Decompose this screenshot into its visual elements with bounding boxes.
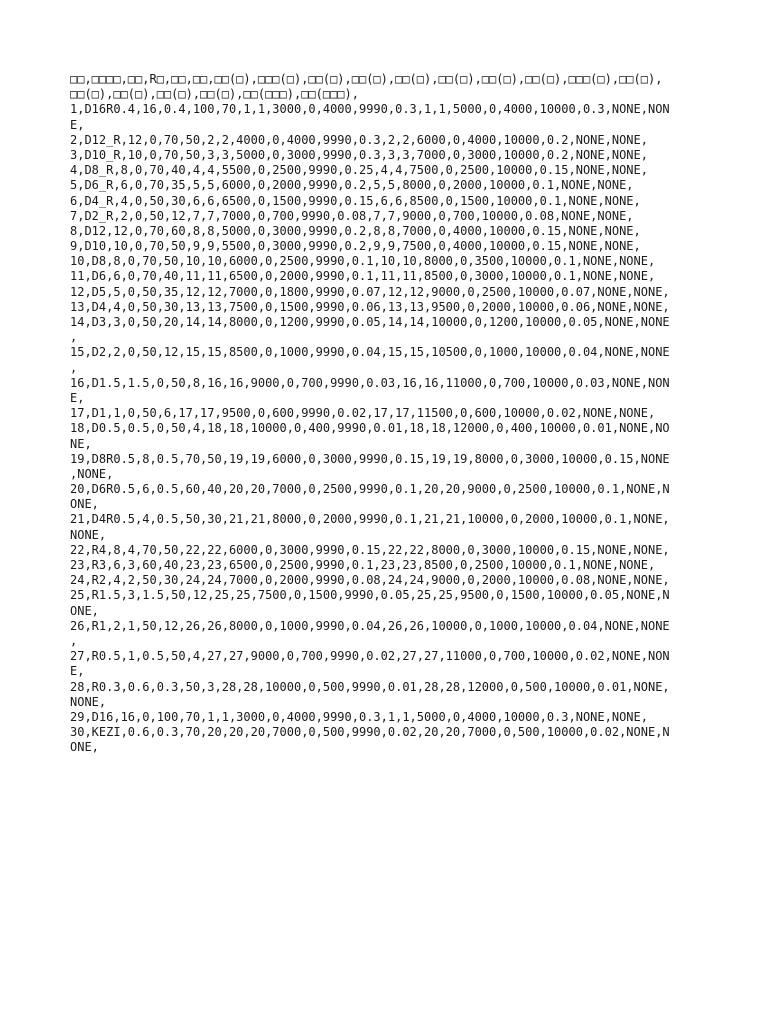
text-line: 12,D5,5,0,50,35,12,12,7000,0,1800,9990,0.07,12,12,9000,0,2500,10000,0.07,NONE,NONE, (70, 284, 670, 299)
text-line: 9,D10,10,0,70,50,9,9,5500,0,3000,9990,0.2,9,9,7500,0,4000,10000,0.15,NONE,NONE, (70, 239, 641, 254)
text-line: 23,R3,6,3,60,40,23,23,6500,0,2500,9990,0.1,23,23,8500,0,2500,10000,0.1,NONE,NONE, (70, 558, 656, 572)
text-line: 22,R4,8,4,70,50,22,22,6000,0,3000,9990,0.15,22,22,8000,0,3000,10000,0.15,NONE,NONE, (70, 542, 670, 557)
text-line: 27,R0.5,1,0.5,50,4,27,27,9000,0,700,9990,0.02,27,27,11000,0,700,10000,0.02,NONE,NON (70, 649, 670, 664)
text-line: ONE, (70, 497, 99, 512)
text-line: 26,R1,2,1,50,12,26,26,8000,0,1000,9990,0.04,26,26,10000,0,1000,10000,0.04,NONE,NONE (70, 618, 670, 633)
text-line: NE, (70, 436, 92, 451)
text-line: 29,D16,16,0,100,70,1,1,3000,0,4000,9990,0.3,1,1,5000,0,4000,10000,0.3,NONE,NONE, (70, 709, 648, 724)
header-line: □□(□),□□(□),□□(□),□□(□),□□(□□□),□□(□□□), (70, 87, 359, 102)
text-line: E, (70, 664, 85, 679)
text-line: ONE, (70, 603, 99, 618)
text-line: 13,D4,4,0,50,30,13,13,7500,0,1500,9990,0.06,13,13,9500,0,2000,10000,0.06,NONE,NONE, (70, 299, 670, 314)
text-line: 16,D1.5,1.5,0,50,8,16,16,9000,0,700,9990,0.03,16,16,11000,0,700,10000,0.03,NONE,NON (70, 375, 670, 390)
text-line: 5,D6_R,6,0,70,35,5,5,6000,0,2000,9990,0.2,5,5,8000,0,2000,10000,0.1,NONE,NONE, (70, 178, 634, 193)
text-line: 25,R1.5,3,1.5,50,12,25,25,7500,0,1500,9990,0.05,25,25,9500,0,1500,10000,0.05,NONE,N (70, 588, 670, 603)
text-line: , (70, 360, 78, 375)
text-line: 14,D3,3,0,50,20,14,14,8000,0,1200,9990,0.05,14,14,10000,0,1200,10000,0.05,NONE,NONE (70, 315, 670, 329)
text-line: ONE, (70, 740, 99, 755)
text-line: 24,R2,4,2,50,30,24,24,7000,0,2000,9990,0.08,24,24,9000,0,2000,10000,0.08,NONE,NONE, (70, 573, 670, 588)
csv-text-document (70, 72, 710, 755)
text-line: 15,D2,2,0,50,12,15,15,8500,0,1000,9990,0.04,15,15,10500,0,1000,10000,0.04,NONE,NONE (70, 345, 670, 360)
text-line: 4,D8_R,8,0,70,40,4,4,5500,0,2500,9990,0.25,4,4,7500,0,2500,10000,0.15,NONE,NONE, (70, 163, 648, 178)
text-line: 6,D4_R,4,0,50,30,6,6,6500,0,1500,9990,0.15,6,6,8500,0,1500,10000,0.1,NONE,NONE, (70, 193, 641, 208)
text-line: 19,D8R0.5,8,0.5,70,50,19,19,6000,0,3000,9990,0.15,19,19,8000,0,3000,10000,0.15,NONE (70, 451, 670, 466)
text-line: 8,D12,12,0,70,60,8,8,5000,0,3000,9990,0.2,8,8,7000,0,4000,10000,0.15,NONE,NONE, (70, 223, 641, 238)
text-line: 1,D16R0.4,16,0.4,100,70,1,1,3000,0,4000,9990,0.3,1,1,5000,0,4000,10000,0.3,NONE,NON (70, 102, 670, 117)
text-line: 21,D4R0.5,4,0.5,50,30,21,21,8000,0,2000,9990,0.1,21,21,10000,0,2000,10000,0.1,NONE, (70, 512, 670, 527)
text-line: , (70, 633, 78, 648)
text-line: ,NONE, (70, 466, 114, 481)
text-line: 17,D1,1,0,50,6,17,17,9500,0,600,9990,0.02,17,17,11500,0,600,10000,0.02,NONE,NONE, (70, 406, 656, 421)
text-line: 28,R0.3,0.6,0.3,50,3,28,28,10000,0,500,9990,0.01,28,28,12000,0,500,10000,0.01,NONE, (70, 679, 670, 694)
text-line: 3,D10_R,10,0,70,50,3,3,5000,0,3000,9990,0.3,3,3,7000,0,3000,10000,0.2,NONE,NONE, (70, 147, 648, 162)
text-line: NONE, (70, 694, 107, 709)
text-line: 30,KEZI,0.6,0.3,70,20,20,20,7000,0,500,9990,0.02,20,20,7000,0,500,10000,0.02,NONE,N (70, 725, 670, 740)
text-line: NONE, (70, 527, 107, 542)
text-line: 10,D8,8,0,70,50,10,10,6000,0,2500,9990,0.1,10,10,8000,0,3500,10000,0.1,NONE,NONE, (70, 254, 656, 269)
text-line: 18,D0.5,0.5,0,50,4,18,18,10000,0,400,9990,0.01,18,18,12000,0,400,10000,0.01,NONE,NO (70, 421, 670, 436)
text-line: 20,D6R0.5,6,0.5,60,40,20,20,7000,0,2500,9990,0.1,20,20,9000,0,2500,10000,0.1,NONE,N (70, 482, 670, 497)
text-line: E, (70, 117, 85, 132)
text-line: E, (70, 390, 85, 405)
text-line: , (70, 330, 78, 345)
text-line: 11,D6,6,0,70,40,11,11,6500,0,2000,9990,0.1,11,11,8500,0,3000,10000,0.1,NONE,NONE, (70, 269, 656, 284)
text-line: 7,D2_R,2,0,50,12,7,7,7000,0,700,9990,0.08,7,7,9000,0,700,10000,0.08,NONE,NONE, (70, 208, 634, 223)
header-line: □□,□□□□,□□,R□,□□,□□,□□(□),□□□(□),□□(□),□□(□),□□(□),□□(□),□□(□),□□(□),□□□(□),□□(□), (70, 72, 663, 86)
text-line: 2,D12_R,12,0,70,50,2,2,4000,0,4000,9990,0.3,2,2,6000,0,4000,10000,0.2,NONE,NONE, (70, 132, 648, 147)
